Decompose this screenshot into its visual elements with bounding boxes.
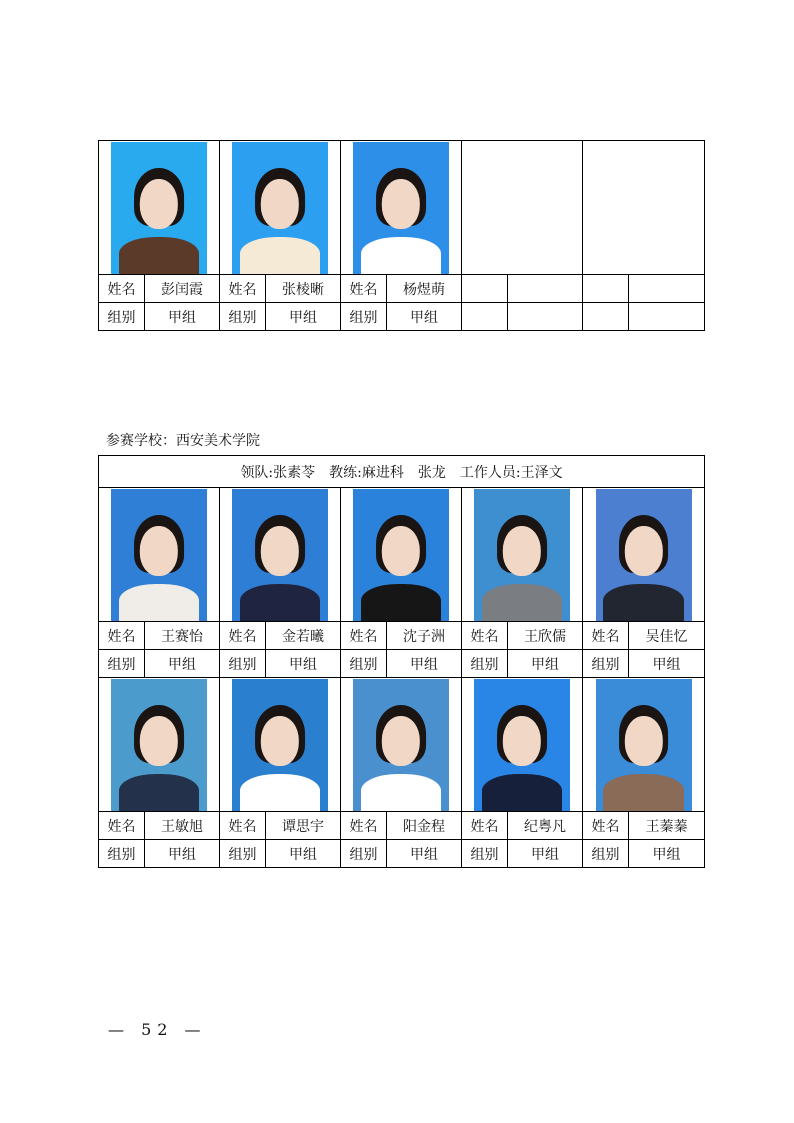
student-name: 沈子洲 — [387, 622, 462, 650]
student-photo — [474, 679, 570, 811]
student-photo — [111, 489, 207, 621]
name-row — [99, 622, 705, 650]
student-group: 甲组 — [266, 650, 341, 678]
photo-cell — [220, 141, 341, 275]
page-number: — 52 — — [108, 1020, 207, 1039]
student-group: 甲组 — [145, 650, 220, 678]
student-photo — [353, 142, 449, 274]
face-shape — [261, 526, 299, 576]
student-name: 谭思宇 — [266, 812, 341, 840]
empty-cell — [629, 303, 705, 331]
group-label: 组别 — [583, 650, 629, 678]
student-group: 甲组 — [629, 840, 705, 868]
face-shape — [382, 716, 420, 766]
name-label: 姓名 — [99, 622, 145, 650]
group-label: 组别 — [462, 650, 508, 678]
group-label: 组别 — [220, 840, 266, 868]
name-label: 姓名 — [583, 622, 629, 650]
group-label: 组别 — [583, 840, 629, 868]
student-photo — [474, 489, 570, 621]
school-label: 参赛学校：西安美术学院 — [106, 433, 260, 449]
name-label: 姓名 — [341, 622, 387, 650]
student-name: 彭闰霞 — [145, 275, 220, 303]
student-name: 金若曦 — [266, 622, 341, 650]
student-name: 杨煜萌 — [387, 275, 462, 303]
group-row — [99, 650, 705, 678]
empty-cell — [629, 275, 705, 303]
group-label: 组别 — [220, 650, 266, 678]
clothing-shape — [603, 774, 684, 811]
name-label: 姓名 — [341, 812, 387, 840]
team-table-top — [98, 140, 705, 331]
group-label: 组别 — [220, 303, 266, 331]
student-photo — [353, 489, 449, 621]
empty-cell — [462, 303, 508, 331]
student-photo — [232, 679, 328, 811]
face-shape — [382, 526, 420, 576]
student-name: 王蓁蓁 — [629, 812, 705, 840]
name-row — [99, 812, 705, 840]
photo-cell — [583, 678, 705, 812]
staff-header: 领队:张素苓 教练:麻进科 张龙 工作人员:王泽文 — [99, 456, 705, 488]
student-photo — [111, 679, 207, 811]
photo-cell — [341, 678, 462, 812]
clothing-shape — [119, 774, 200, 811]
student-group: 甲组 — [145, 303, 220, 331]
student-photo — [596, 489, 692, 621]
clothing-shape — [482, 584, 563, 621]
name-label: 姓名 — [99, 275, 145, 303]
face-shape — [140, 716, 178, 766]
empty-cell — [508, 303, 583, 331]
student-name: 阳金程 — [387, 812, 462, 840]
photo-cell — [99, 488, 220, 622]
name-label: 姓名 — [220, 812, 266, 840]
student-name: 王赛怡 — [145, 622, 220, 650]
clothing-shape — [361, 584, 442, 621]
name-label: 姓名 — [220, 622, 266, 650]
name-label: 姓名 — [462, 812, 508, 840]
clothing-shape — [240, 584, 321, 621]
photo-cell — [583, 141, 705, 275]
name-label: 姓名 — [220, 275, 266, 303]
photo-cell — [99, 141, 220, 275]
student-group: 甲组 — [266, 303, 341, 331]
clothing-shape — [119, 237, 200, 274]
name-label: 姓名 — [462, 622, 508, 650]
student-photo — [353, 679, 449, 811]
clothing-shape — [240, 774, 321, 811]
face-shape — [261, 716, 299, 766]
student-group: 甲组 — [508, 650, 583, 678]
group-row — [99, 840, 705, 868]
group-label: 组别 — [341, 303, 387, 331]
clothing-shape — [361, 774, 442, 811]
student-group: 甲组 — [387, 840, 462, 868]
group-row — [99, 303, 705, 331]
student-group: 甲组 — [266, 840, 341, 868]
face-shape — [624, 526, 662, 576]
student-photo — [596, 679, 692, 811]
clothing-shape — [603, 584, 684, 621]
clothing-shape — [361, 237, 442, 274]
student-group: 甲组 — [387, 650, 462, 678]
photo-cell — [462, 488, 583, 622]
face-shape — [140, 526, 178, 576]
student-group: 甲组 — [508, 840, 583, 868]
empty-cell — [508, 275, 583, 303]
empty-cell — [583, 303, 629, 331]
photo-cell — [99, 678, 220, 812]
photo-cell — [462, 678, 583, 812]
student-group: 甲组 — [629, 650, 705, 678]
face-shape — [503, 526, 541, 576]
photo-cell — [583, 488, 705, 622]
photo-cell — [341, 488, 462, 622]
student-name: 吴佳忆 — [629, 622, 705, 650]
clothing-shape — [119, 584, 200, 621]
group-label: 组别 — [341, 650, 387, 678]
student-photo — [232, 489, 328, 621]
name-row — [99, 275, 705, 303]
name-label: 姓名 — [99, 812, 145, 840]
photo-cell — [462, 141, 583, 275]
group-label: 组别 — [99, 840, 145, 868]
student-group: 甲组 — [145, 840, 220, 868]
photo-cell — [220, 678, 341, 812]
student-group: 甲组 — [387, 303, 462, 331]
student-photo — [232, 142, 328, 274]
group-label: 组别 — [462, 840, 508, 868]
clothing-shape — [482, 774, 563, 811]
student-photo — [111, 142, 207, 274]
face-shape — [503, 716, 541, 766]
student-name: 张棱晰 — [266, 275, 341, 303]
empty-cell — [583, 275, 629, 303]
empty-cell — [462, 275, 508, 303]
group-label: 组别 — [341, 840, 387, 868]
photo-cell — [220, 488, 341, 622]
name-label: 姓名 — [341, 275, 387, 303]
face-shape — [382, 179, 420, 229]
face-shape — [624, 716, 662, 766]
group-label: 组别 — [99, 303, 145, 331]
group-label: 组别 — [99, 650, 145, 678]
clothing-shape — [240, 237, 321, 274]
student-name: 王敏旭 — [145, 812, 220, 840]
team-table-school — [98, 455, 705, 868]
student-name: 王欣儒 — [508, 622, 583, 650]
student-name: 纪粤凡 — [508, 812, 583, 840]
face-shape — [261, 179, 299, 229]
name-label: 姓名 — [583, 812, 629, 840]
photo-cell — [341, 141, 462, 275]
face-shape — [140, 179, 178, 229]
